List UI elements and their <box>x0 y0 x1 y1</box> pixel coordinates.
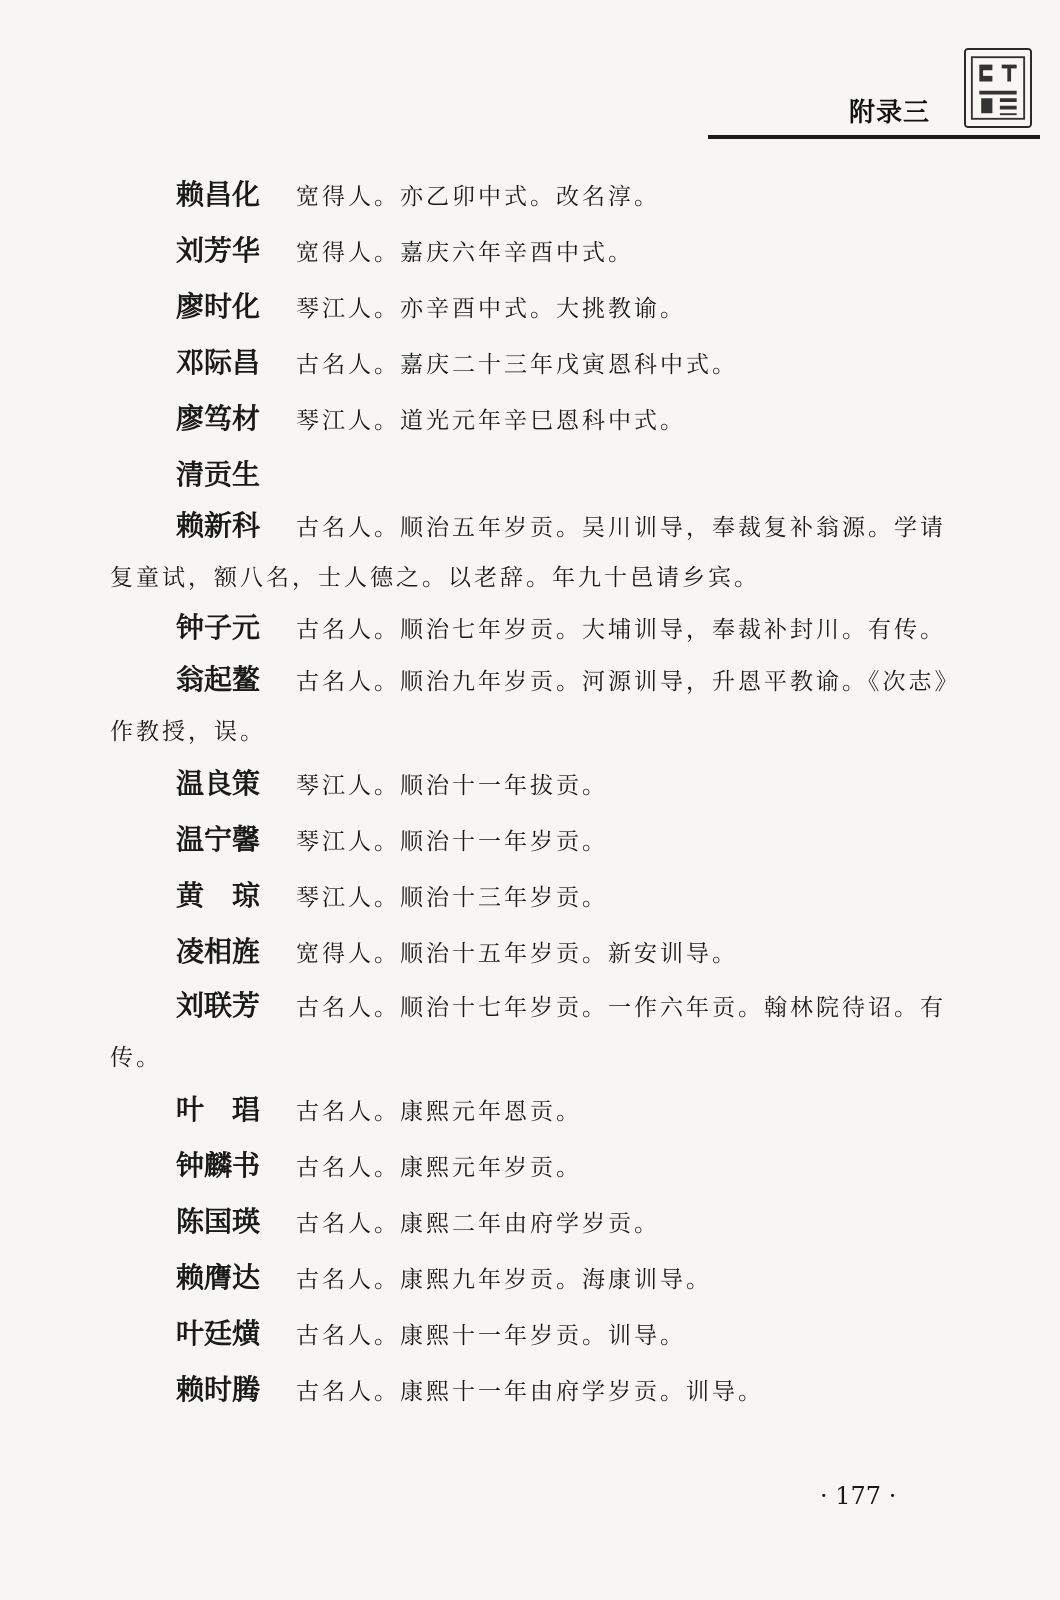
seal-stamp-icon <box>964 48 1032 128</box>
entry-name: 赖时腾 <box>176 1373 261 1406</box>
list-item <box>110 501 950 603</box>
page-number: · 177 · <box>820 1482 897 1510</box>
entry-name: 钟子元 <box>176 611 261 644</box>
entry-name: 邓际昌 <box>176 346 261 379</box>
entry-desc: 琴江人。顺治十三年岁贡。 <box>296 885 608 911</box>
entry-desc: 古名人。康熙元年岁贡。 <box>296 1155 582 1181</box>
entry-name: 钟麟书 <box>176 1149 261 1182</box>
header-rule <box>708 135 1040 139</box>
entry-desc: 古名人。康熙九年岁贡。海康训导。 <box>296 1267 712 1293</box>
entry-desc: 宽得人。嘉庆六年辛酉中式。 <box>296 240 634 266</box>
entry-desc: 宽得人。亦乙卯中式。改名淳。 <box>296 184 660 210</box>
entry-name: 凌相旌 <box>176 935 261 968</box>
entry-desc: 古名人。嘉庆二十三年戊寅恩科中式。 <box>296 352 738 378</box>
entry-name: 翁起鳌 <box>176 663 261 696</box>
list-item <box>110 1251 950 1307</box>
list-item <box>110 813 950 869</box>
entry-name: 廖笃材 <box>176 402 261 435</box>
section-heading: 清贡生 <box>176 458 261 491</box>
list-item <box>110 981 950 1083</box>
list-item <box>110 1307 950 1363</box>
list-item <box>110 1363 950 1419</box>
entry-desc: 古名人。康熙元年恩贡。 <box>296 1099 582 1125</box>
entry-name: 赖膺达 <box>176 1261 261 1294</box>
list-item <box>110 603 950 655</box>
list-item <box>110 869 950 925</box>
list-item <box>110 757 950 813</box>
entry-name: 温宁馨 <box>176 823 261 856</box>
list-item <box>110 925 950 981</box>
header-title: 附录三 <box>848 98 930 128</box>
entry-desc: 琴江人。亦辛酉中式。大挑教谕。 <box>296 296 686 322</box>
list-item <box>110 392 950 448</box>
entry-name: 廖时化 <box>176 290 261 323</box>
entry-desc: 古名人。顺治十七年岁贡。一作六年贡。翰林院待诏。有传。 <box>110 995 946 1071</box>
list-item <box>110 336 950 392</box>
entry-desc: 古名人。顺治五年岁贡。吴川训导，奉裁复补翁源。学请复童试，额八名，士人德之。以老辞。年九十邑请乡宾。 <box>110 515 946 591</box>
list-item <box>110 1083 950 1139</box>
list-item <box>110 224 950 280</box>
entry-name: 叶廷熿 <box>176 1317 261 1350</box>
entry-desc: 古名人。顺治九年岁贡。河源训导，升恩平教谕。《次志》作教授，误。 <box>110 669 949 745</box>
entry-name: 陈国瑛 <box>176 1205 261 1238</box>
entry-desc: 琴江人。顺治十一年岁贡。 <box>296 829 608 855</box>
entry-name: 刘联芳 <box>176 989 261 1022</box>
entry-name: 叶 琩 <box>176 1093 261 1126</box>
entry-desc: 宽得人。顺治十五年岁贡。新安训导。 <box>296 941 738 967</box>
entry-desc: 琴江人。道光元年辛巳恩科中式。 <box>296 408 686 434</box>
entry-desc: 古名人。康熙十一年由府学岁贡。训导。 <box>296 1379 764 1405</box>
entry-desc: 古名人。康熙十一年岁贡。训导。 <box>296 1323 686 1349</box>
entry-name: 温良策 <box>176 767 261 800</box>
list-item <box>110 1195 950 1251</box>
entry-name: 刘芳华 <box>176 234 261 267</box>
entry-desc: 古名人。康熙二年由府学岁贡。 <box>296 1211 660 1237</box>
list-item <box>110 280 950 336</box>
running-header <box>800 92 930 126</box>
page-body <box>0 168 1060 1419</box>
entry-name: 赖昌化 <box>176 178 261 211</box>
entry-desc: 琴江人。顺治十一年拔贡。 <box>296 773 608 799</box>
entry-name: 黄 琼 <box>176 879 261 912</box>
entry-desc: 古名人。顺治七年岁贡。大埔训导，奉裁补封川。有传。 <box>296 617 946 643</box>
list-item <box>110 1139 950 1195</box>
entry-name: 赖新科 <box>176 509 261 542</box>
list-item <box>110 655 950 757</box>
list-item <box>110 168 950 224</box>
